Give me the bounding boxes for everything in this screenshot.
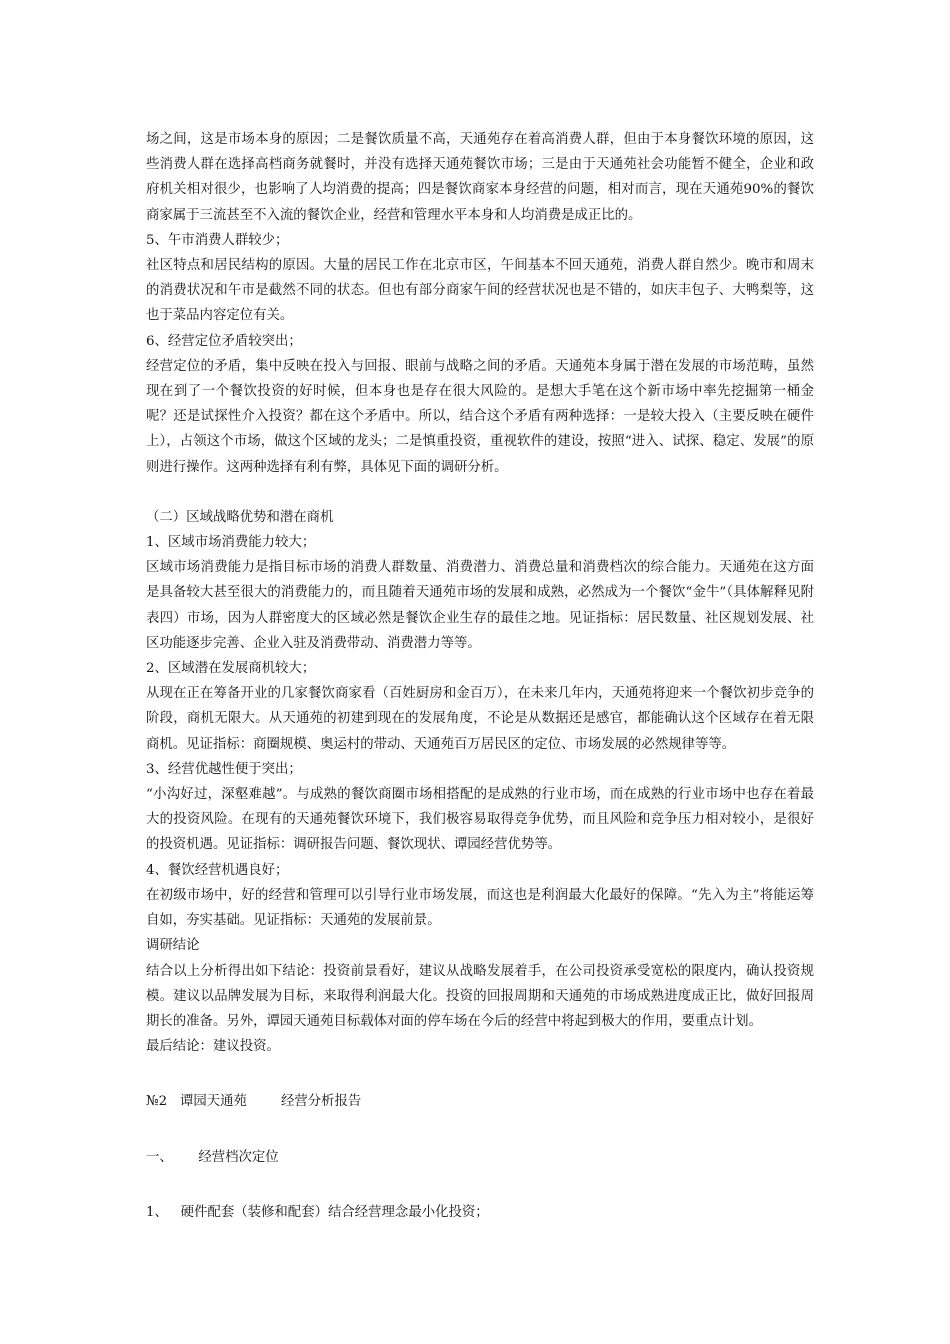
spacer: [146, 1170, 814, 1200]
heading-lunch-market: 5、午市消费人群较少；: [146, 232, 289, 248]
section-heading-positioning: 一、 经营档次定位: [146, 1149, 279, 1165]
heading-positioning-conflict: 6、经营定位矛盾较突出；: [146, 333, 302, 349]
paragraph-research-conclusion: 结合以上分析得出如下结论：投资前景看好，建议从战略发展着手，在公司投资承受宽松的限度内，确认投资规模。建议以品牌发展为目标，来取得利润最大化。投资的回报周期和天通苑的市场成熟进度成正比，做好回报周期长的准备。另外，谭园天通苑目标载体对面的停车场在今后的经营中将起到极大的作用，要重点计划。: [146, 963, 814, 1029]
spacer: [146, 1115, 814, 1145]
paragraph-lunch-market: 社区特点和居民结构的原因。大量的居民工作在北京市区，午间基本不回天通苑，消费人群自然少。晚市和周末的消费状况和午市是截然不同的状态。但也有部分商家午间的经营状况也是不错的，如庆丰包子、大鸭梨等，这也于菜品内容定位有关。: [146, 258, 814, 324]
spacer: [146, 480, 814, 505]
heading-dining-opportunity: 4、餐饮经营机遇良好；: [146, 862, 289, 878]
section-heading-regional-advantage: （二）区域战略优势和潜在商机: [146, 509, 334, 525]
paragraph-operating-advantage: “小沟好过，深壑难越”。与成熟的餐饮商圈市场相搭配的是成熟的行业市场，而在成熟的行业市场中也存在着最大的投资风险。在现有的天通苑餐饮环境下，我们极容易取得竞争优势，而且风险和竞争压力相对较小，是很好的投资机遇。见证指标：调研报告问题、餐饮现状、谭园经营优势等。: [146, 787, 814, 853]
spacer: [146, 1059, 814, 1089]
paragraph-consumption-capacity: 区域市场消费能力是指目标市场的消费人群数量、消费潜力、消费总量和消费档次的综合能力。天通苑在这方面是具备较大甚至很大的消费能力的，而且随着天通苑市场的发展和成熟，必然成为一个餐饮“金牛”（具体解释见附表四）市场，因为人群密度大的区域必然是餐饮企业生存的最佳之地。见证指标：居民数量、社区规划发展、社区功能逐步完善、企业入驻及消费带动、消费潜力等等。: [146, 560, 814, 651]
heading-business-opportunity: 2、区域潜在发展商机较大；: [146, 661, 316, 677]
heading-operating-advantage: 3、经营优越性便于突出；: [146, 761, 302, 777]
paragraph-dining-opportunity: 在初级市场中，好的经营和管理可以引导行业市场发展，而这也是利润最大化最好的保障。“先入为主”将能运筹自如，夯实基础。见证指标：天通苑的发展前景。: [146, 887, 814, 929]
paragraph-positioning-conflict: 经营定位的矛盾，集中反映在投入与回报、眼前与战略之间的矛盾。天通苑本身属于潜在发展的市场范畴，虽然现在到了一个餐饮投资的好时候，但本身也是存在很大风险的。是想大手笔在这个新市场中率先挖掘第一桶金呢？还是试探性介入投资？都在这个矛盾中。所以，结合这个矛盾有两种选择：一是较大投入（主要反映在硬件上），占领这个市场，做这个区域的龙头；二是慎重投资，重视软件的建设，按照“进入、试探、稳定、发展”的原则进行操作。这两种选择有利有弊，具体见下面的调研分析。: [146, 358, 814, 475]
final-conclusion: 最后结论：建议投资。: [146, 1039, 280, 1055]
paragraph-business-opportunity: 从现在正在筹备开业的几家餐饮商家看（百姓厨房和金百万），在未来几年内，天通苑将迎来一个餐饮初步竞争的阶段，商机无限大。从天通苑的初建到现在的发展角度，不论是从数据还是感官，都能确认这个区域存在着无限商机。见证指标：商圈规模、奥运村的带动、天通苑百万居民区的定位、市场发展的必然规律等等。: [146, 686, 814, 752]
document-body: [146, 127, 814, 1225]
paragraph-market-reasons: 场之间，这是市场本身的原因；二是餐饮质量不高，天通苑存在着高消费人群，但由于本身餐饮环境的原因，这些消费人群在选择高档商务就餐时，并没有选择天通苑餐饮市场；三是由于天通苑社会功能暂不健全，企业和政府机关相对很少，也影响了人均消费的提高；四是餐饮商家本身经营的问题，相对而言，现在天通苑90%的餐饮商家属于三流甚至不入流的餐饮企业，经营和管理水平本身和人均消费是成正比的。: [146, 132, 814, 223]
list-item-hardware: 1、 硬件配套（装修和配套）结合经营理念最小化投资；: [146, 1204, 489, 1220]
report-title: №2 谭园天通苑 经营分析报告: [146, 1094, 362, 1110]
heading-research-conclusion: 调研结论: [146, 938, 200, 954]
heading-consumption-capacity: 1、区域市场消费能力较大；: [146, 535, 316, 551]
